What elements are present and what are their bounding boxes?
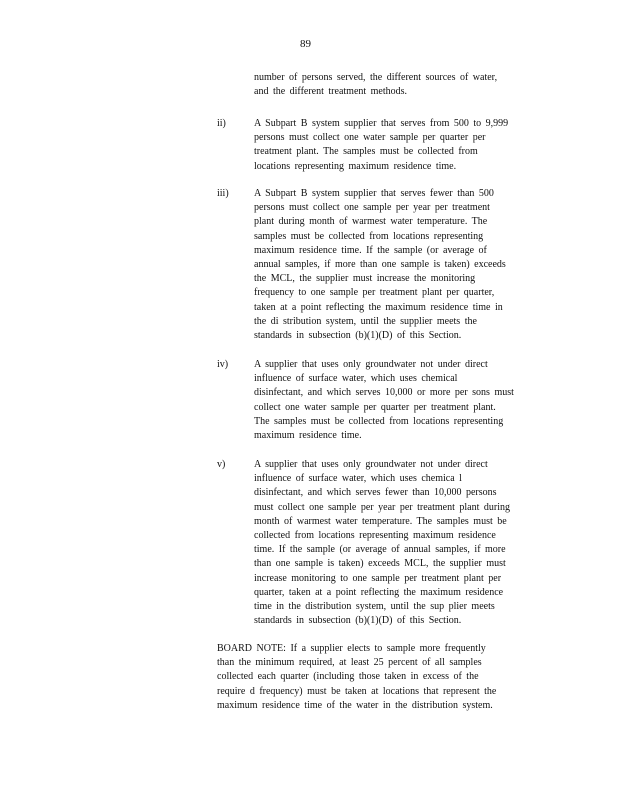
text-line: locations representing maximum residence time. (254, 160, 457, 172)
text-line: must collect one sample per year per treatment plant during (254, 501, 510, 513)
board-note (217, 642, 496, 713)
text-line: month of warmest water temperature. The samples must be (254, 515, 507, 527)
text-line: persons must collect one water sample per quarter per (254, 132, 486, 144)
item-paragraph-iii (254, 187, 506, 343)
text-line: than the minimum required, at least 25 percent of all samples (217, 657, 482, 669)
text-line: standards in subsection (b)(1)(D) of this Section. (254, 330, 462, 342)
text-line: annual samples, if more than one sample is taken) exceeds (254, 259, 506, 271)
text-line: disinfectant, and which serves fewer than 10,000 persons (254, 487, 497, 499)
text-line: A Subpart B system supplier that serves fewer than 500 (254, 188, 494, 199)
text-line: than one sample is taken) exceeds MCL, the supplier must (254, 558, 506, 570)
text-line: the di stribution system, until the supplier meets the (254, 315, 477, 327)
text-line: BOARD NOTE: If a supplier elects to sample more frequently (217, 643, 486, 654)
text-line: samples must be collected from locations representing (254, 230, 484, 242)
text-line: collected from locations representing maximum residence (254, 530, 496, 542)
text-line: treatment plant. The samples must be collected from (254, 146, 478, 158)
text-line: taken at a point reflecting the maximum residence time in (254, 301, 503, 313)
text-line: plant during month of warmest water temperature. The (254, 216, 488, 228)
text-line: frequency to one sample per treatment plant per quarter, (254, 287, 495, 299)
item-paragraph-ii (254, 117, 508, 174)
text-line: disinfectant, and which serves 10,000 or more per sons must (254, 387, 514, 399)
item-paragraph-iv (254, 358, 514, 443)
text-line: time in the distribution system, until the sup plier meets (254, 601, 495, 613)
text-line: increase monitoring to one sample per treatment plant per (254, 572, 502, 584)
text-line: number of persons served, the different sources of water, (254, 72, 498, 83)
text-line: A supplier that uses only groundwater not under direct (254, 359, 488, 370)
continuation-paragraph (254, 71, 497, 99)
text-line: collected each quarter (including those taken in excess of the (217, 671, 479, 683)
text-line: persons must collect one sample per year per treatment (254, 202, 490, 214)
text-line: quarter, taken at a point reflecting the maximum residence (254, 586, 504, 598)
text-line: A Subpart B system supplier that serves from 500 to 9,999 (254, 118, 509, 129)
text-line: influence of surface water, which uses chemica l (254, 473, 462, 485)
text-line: collect one water sample per quarter per treatment plant. (254, 401, 496, 413)
text-line: A supplier that uses only groundwater not under direct (254, 459, 488, 470)
item-marker-iii: iii) (217, 188, 229, 199)
item-marker-iv: iv) (217, 359, 229, 370)
item-paragraph-v (254, 458, 510, 628)
text-line: influence of surface water, which uses chemical (254, 373, 458, 385)
text-line: The samples must be collected from locations representing (254, 415, 504, 427)
item-marker-ii: ii) (217, 118, 226, 129)
text-line: the MCL, the supplier must increase the monitoring (254, 273, 476, 285)
text-line: maximum residence time of the water in the distribution system. (217, 699, 493, 711)
text-line: time. If the sample (or average of annual samples, if more (254, 544, 506, 556)
text-line: and the different treatment methods. (254, 86, 408, 98)
page-number: 89 (300, 38, 311, 50)
item-marker-v: v) (217, 459, 226, 470)
text-line: standards in subsection (b)(1)(D) of this Section. (254, 615, 462, 627)
text-line: maximum residence time. (254, 430, 362, 442)
text-line: require d frequency) must be taken at locations that represent the (217, 685, 497, 697)
text-line: maximum residence time. If the sample (or average of (254, 244, 487, 256)
